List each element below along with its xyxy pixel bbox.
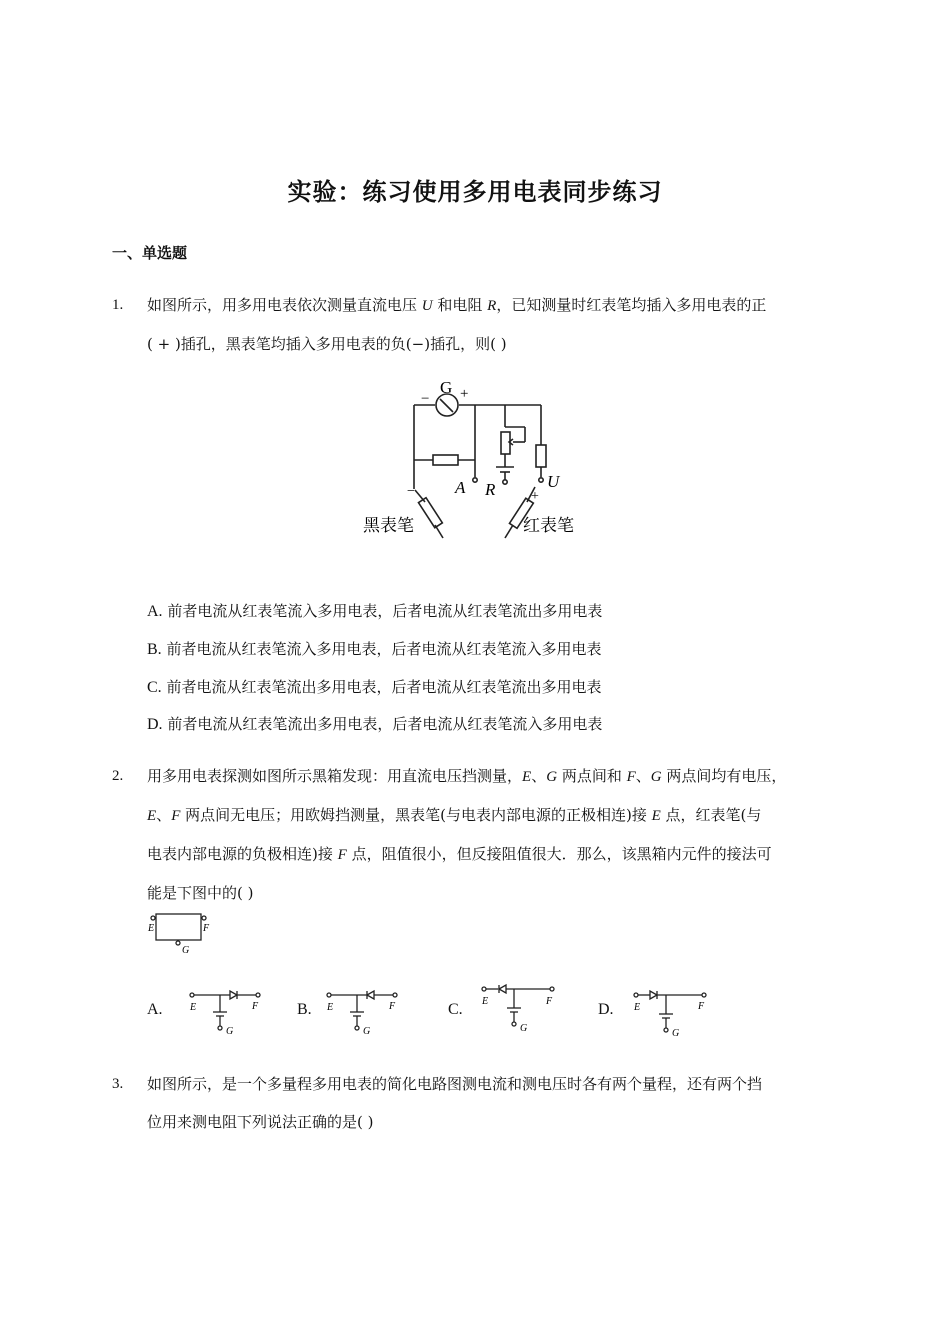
question-3-line-1: 如图所示，是一个多量程多用电表的简化电路图测电流和测电压时各有两个量程，还有两个挡 <box>147 1075 763 1093</box>
option-d-label-e: E <box>634 1002 641 1013</box>
option-b-label-e: E <box>327 1002 334 1013</box>
option-d-label-g: G <box>672 1028 680 1039</box>
label-plus: + <box>460 386 469 402</box>
option-d-label-f: F <box>698 1001 705 1012</box>
label-minus: − <box>421 391 430 407</box>
question-1-option-b[interactable]: B. 前者电流从红表笔流入多用电表，后者电流从红表笔流入多用电表 <box>147 640 602 658</box>
option-a-label-g: G <box>226 1026 234 1037</box>
question-2-option-a[interactable]: A. <box>147 1001 163 1018</box>
option-b-label-f: F <box>389 1001 396 1012</box>
question-2-option-d[interactable]: D. <box>598 1001 614 1018</box>
label-r: R <box>485 480 496 499</box>
option-b-label-g: G <box>363 1026 371 1037</box>
question-2-option-b[interactable]: B. <box>297 1001 312 1018</box>
resistor-symbol <box>433 455 458 465</box>
question-2-option-c[interactable]: C. <box>448 1001 463 1018</box>
question-2-option-d-circuit <box>630 986 712 1040</box>
label-a: A <box>455 478 466 497</box>
label-g: G <box>440 378 453 397</box>
question-1-circuit-figure <box>355 372 595 547</box>
option-a-label-f: F <box>252 1001 259 1012</box>
option-a-label-e: E <box>190 1002 197 1013</box>
label-red-probe: 红表笔 <box>523 516 574 535</box>
question-3-line-2: 位用来测电阻下列说法正确的是( ) <box>147 1113 374 1131</box>
section-heading: 一、单选题 <box>112 244 188 262</box>
page-title: 实验：练习使用多用电表同步练习 <box>287 178 663 206</box>
question-1-option-c[interactable]: C. 前者电流从红表笔流出多用电表，后者电流从红表笔流出多用电表 <box>147 678 602 696</box>
resistor-symbol <box>536 445 546 467</box>
box-label-e: E <box>148 923 155 934</box>
terminal-r <box>503 480 507 484</box>
galvanometer-needle <box>440 399 453 412</box>
black-probe <box>418 498 442 528</box>
box-label-g: G <box>182 945 190 956</box>
question-2-line-4: 能是下图中的( ) <box>147 884 254 902</box>
question-2-line-1: 用多用电表探测如图所示黑箱发现：用直流电压挡测量，E、G 两点间和 F、G 两点间均有电压， <box>147 767 787 785</box>
option-c-label-e: E <box>482 996 489 1007</box>
rheostat-symbol <box>501 432 510 454</box>
question-1-option-a[interactable]: A. 前者电流从红表笔流入多用电表，后者电流从红表笔流出多用电表 <box>147 602 603 620</box>
box-label-f: F <box>203 923 210 934</box>
question-2-line-3: 电表内部电源的负极相连)接 F 点，阻值很小，但反接阻值很大．那么，该黑箱内元件的接法可 <box>147 845 772 863</box>
label-black-probe: 黑表笔 <box>363 516 414 535</box>
question-2-text <box>147 757 837 912</box>
question-3-text <box>147 1065 837 1141</box>
question-1-line-2: ( + )插孔，黑表笔均插入多用电表的负(−)插孔，则( ) <box>147 335 507 353</box>
question-1-number: 1. <box>112 297 124 313</box>
question-2-option-b-circuit <box>323 986 403 1038</box>
label-probe-plus: + <box>531 489 539 504</box>
label-probe-minus: − <box>407 484 415 499</box>
question-2-option-c-circuit <box>478 980 560 1034</box>
question-2-number: 2. <box>112 768 124 784</box>
question-1-text <box>147 286 837 363</box>
question-2-black-box <box>144 910 214 956</box>
option-c-label-g: G <box>520 1023 528 1034</box>
question-1-option-d[interactable]: D. 前者电流从红表笔流出多用电表，后者电流从红表笔流入多用电表 <box>147 715 603 733</box>
question-3-number: 3. <box>112 1076 124 1092</box>
label-u: U <box>547 472 560 491</box>
option-c-label-f: F <box>546 996 553 1007</box>
question-1-line-1: 如图所示，用多用电表依次测量直流电压 U 和电阻 R，已知测量时红表笔均插入多用电表的正 <box>147 296 767 314</box>
terminal-a <box>473 478 477 482</box>
terminal-u <box>539 478 543 482</box>
question-2-option-a-circuit <box>186 986 266 1038</box>
question-2-line-2: E、F 两点间无电压；用欧姆挡测量，黑表笔(与电表内部电源的正极相连)接 E 点，红表笔(与 <box>147 806 762 824</box>
